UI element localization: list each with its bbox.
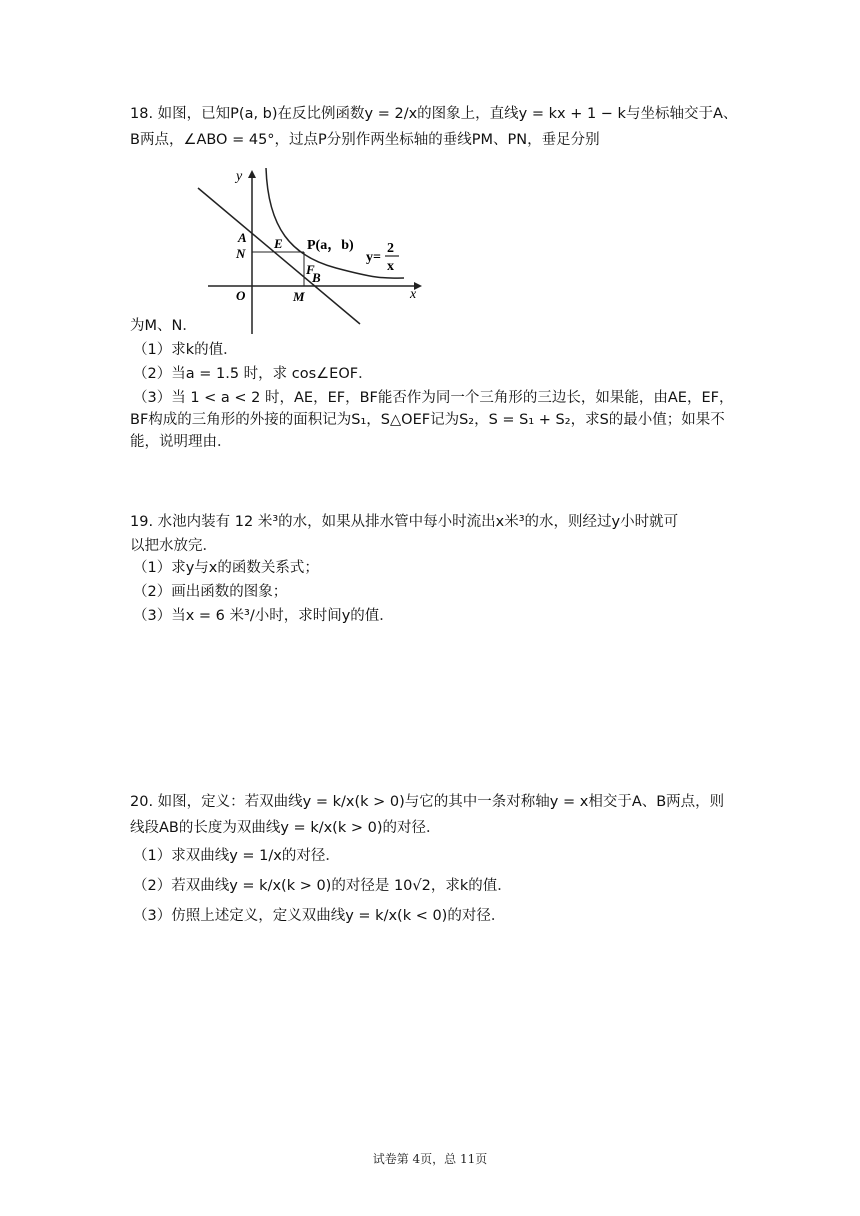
q19-line-2: 以把水放完． xyxy=(130,538,217,554)
q18-sub-3-line-1: （3）当 1 < a < 2 时，AE，EF，BF能否作为同一个三角形的三边长，如果能，由AE，EF， xyxy=(133,390,734,406)
point-p-label: P(a，b) xyxy=(307,238,354,253)
point-e-label: E xyxy=(274,236,283,251)
q20-sub-2: （2）若双曲线y = k/x(k > 0)的对径是 10√2，求k的值． xyxy=(133,878,512,894)
y-axis-label: y xyxy=(236,169,243,184)
q18-line-2: B两点，∠ABO = 45°，过点P分别作两坐标轴的垂线PM、PN，垂足分别 xyxy=(130,132,600,148)
q20-line-2: 线段AB的长度为双曲线y = k/x(k > 0)的对径． xyxy=(130,820,441,836)
x-axis-label: x xyxy=(410,287,417,302)
q18-sub-2: （2）当a = 1.5 时，求 cos∠EOF． xyxy=(133,366,373,382)
q19-sub-2: （2）画出函数的图象； xyxy=(133,584,288,600)
point-n-label: N xyxy=(236,246,246,261)
origin-label: O xyxy=(236,288,246,303)
q19-line-1: 19. 水池内装有 12 米³的水，如果从排水管中每小时流出x米³的水，则经过y小时就可 xyxy=(130,514,679,530)
q18-sub-3-line-3: 能，说明理由． xyxy=(130,434,232,450)
q20-sub-3: （3）仿照上述定义，定义双曲线y = k/x(k < 0)的对径． xyxy=(133,908,506,924)
coordinate-graph xyxy=(196,168,428,334)
q20-sub-1: （1）求双曲线y = 1/x的对径． xyxy=(133,848,340,864)
line-ab xyxy=(198,188,360,324)
point-b-label: B xyxy=(312,270,321,285)
y-axis-arrow xyxy=(248,170,256,178)
point-f-label: F xyxy=(306,262,315,277)
page-footer: 试卷第 4页，总 11页 xyxy=(372,1152,488,1166)
q18-sub-3-line-2: BF构成的三角形的外接的面积记为S₁，S△OEF记为S₂，S = S₁ + S₂，求S的最小值；如果不 xyxy=(130,412,725,428)
q20-line-1: 20. 如图，定义：若双曲线y = k/x(k > 0)与它的其中一条对称轴y = x相交于A、B两点，则 xyxy=(130,794,725,810)
q18-line-1: 18. 如图，已知P(a, b)在反比例函数y = 2/x的图象上，直线y = kx + 1 − k与坐标轴交于A、 xyxy=(130,106,738,122)
curve-label-numerator: 2 xyxy=(387,241,394,256)
point-m-label: M xyxy=(293,289,305,304)
q18-line-3: 为M、N． xyxy=(130,318,197,334)
curve-label-denominator: x xyxy=(387,259,394,274)
point-a-label: A xyxy=(238,230,247,245)
q19-sub-3: （3）当x = 6 米³/小时，求时间y的值． xyxy=(133,608,394,624)
q18-sub-1: （1）求k的值． xyxy=(133,342,238,358)
q18-figure xyxy=(196,168,428,334)
q19-sub-1: （1）求y与x的函数关系式； xyxy=(133,560,319,576)
curve-label-y: y= xyxy=(366,250,381,265)
